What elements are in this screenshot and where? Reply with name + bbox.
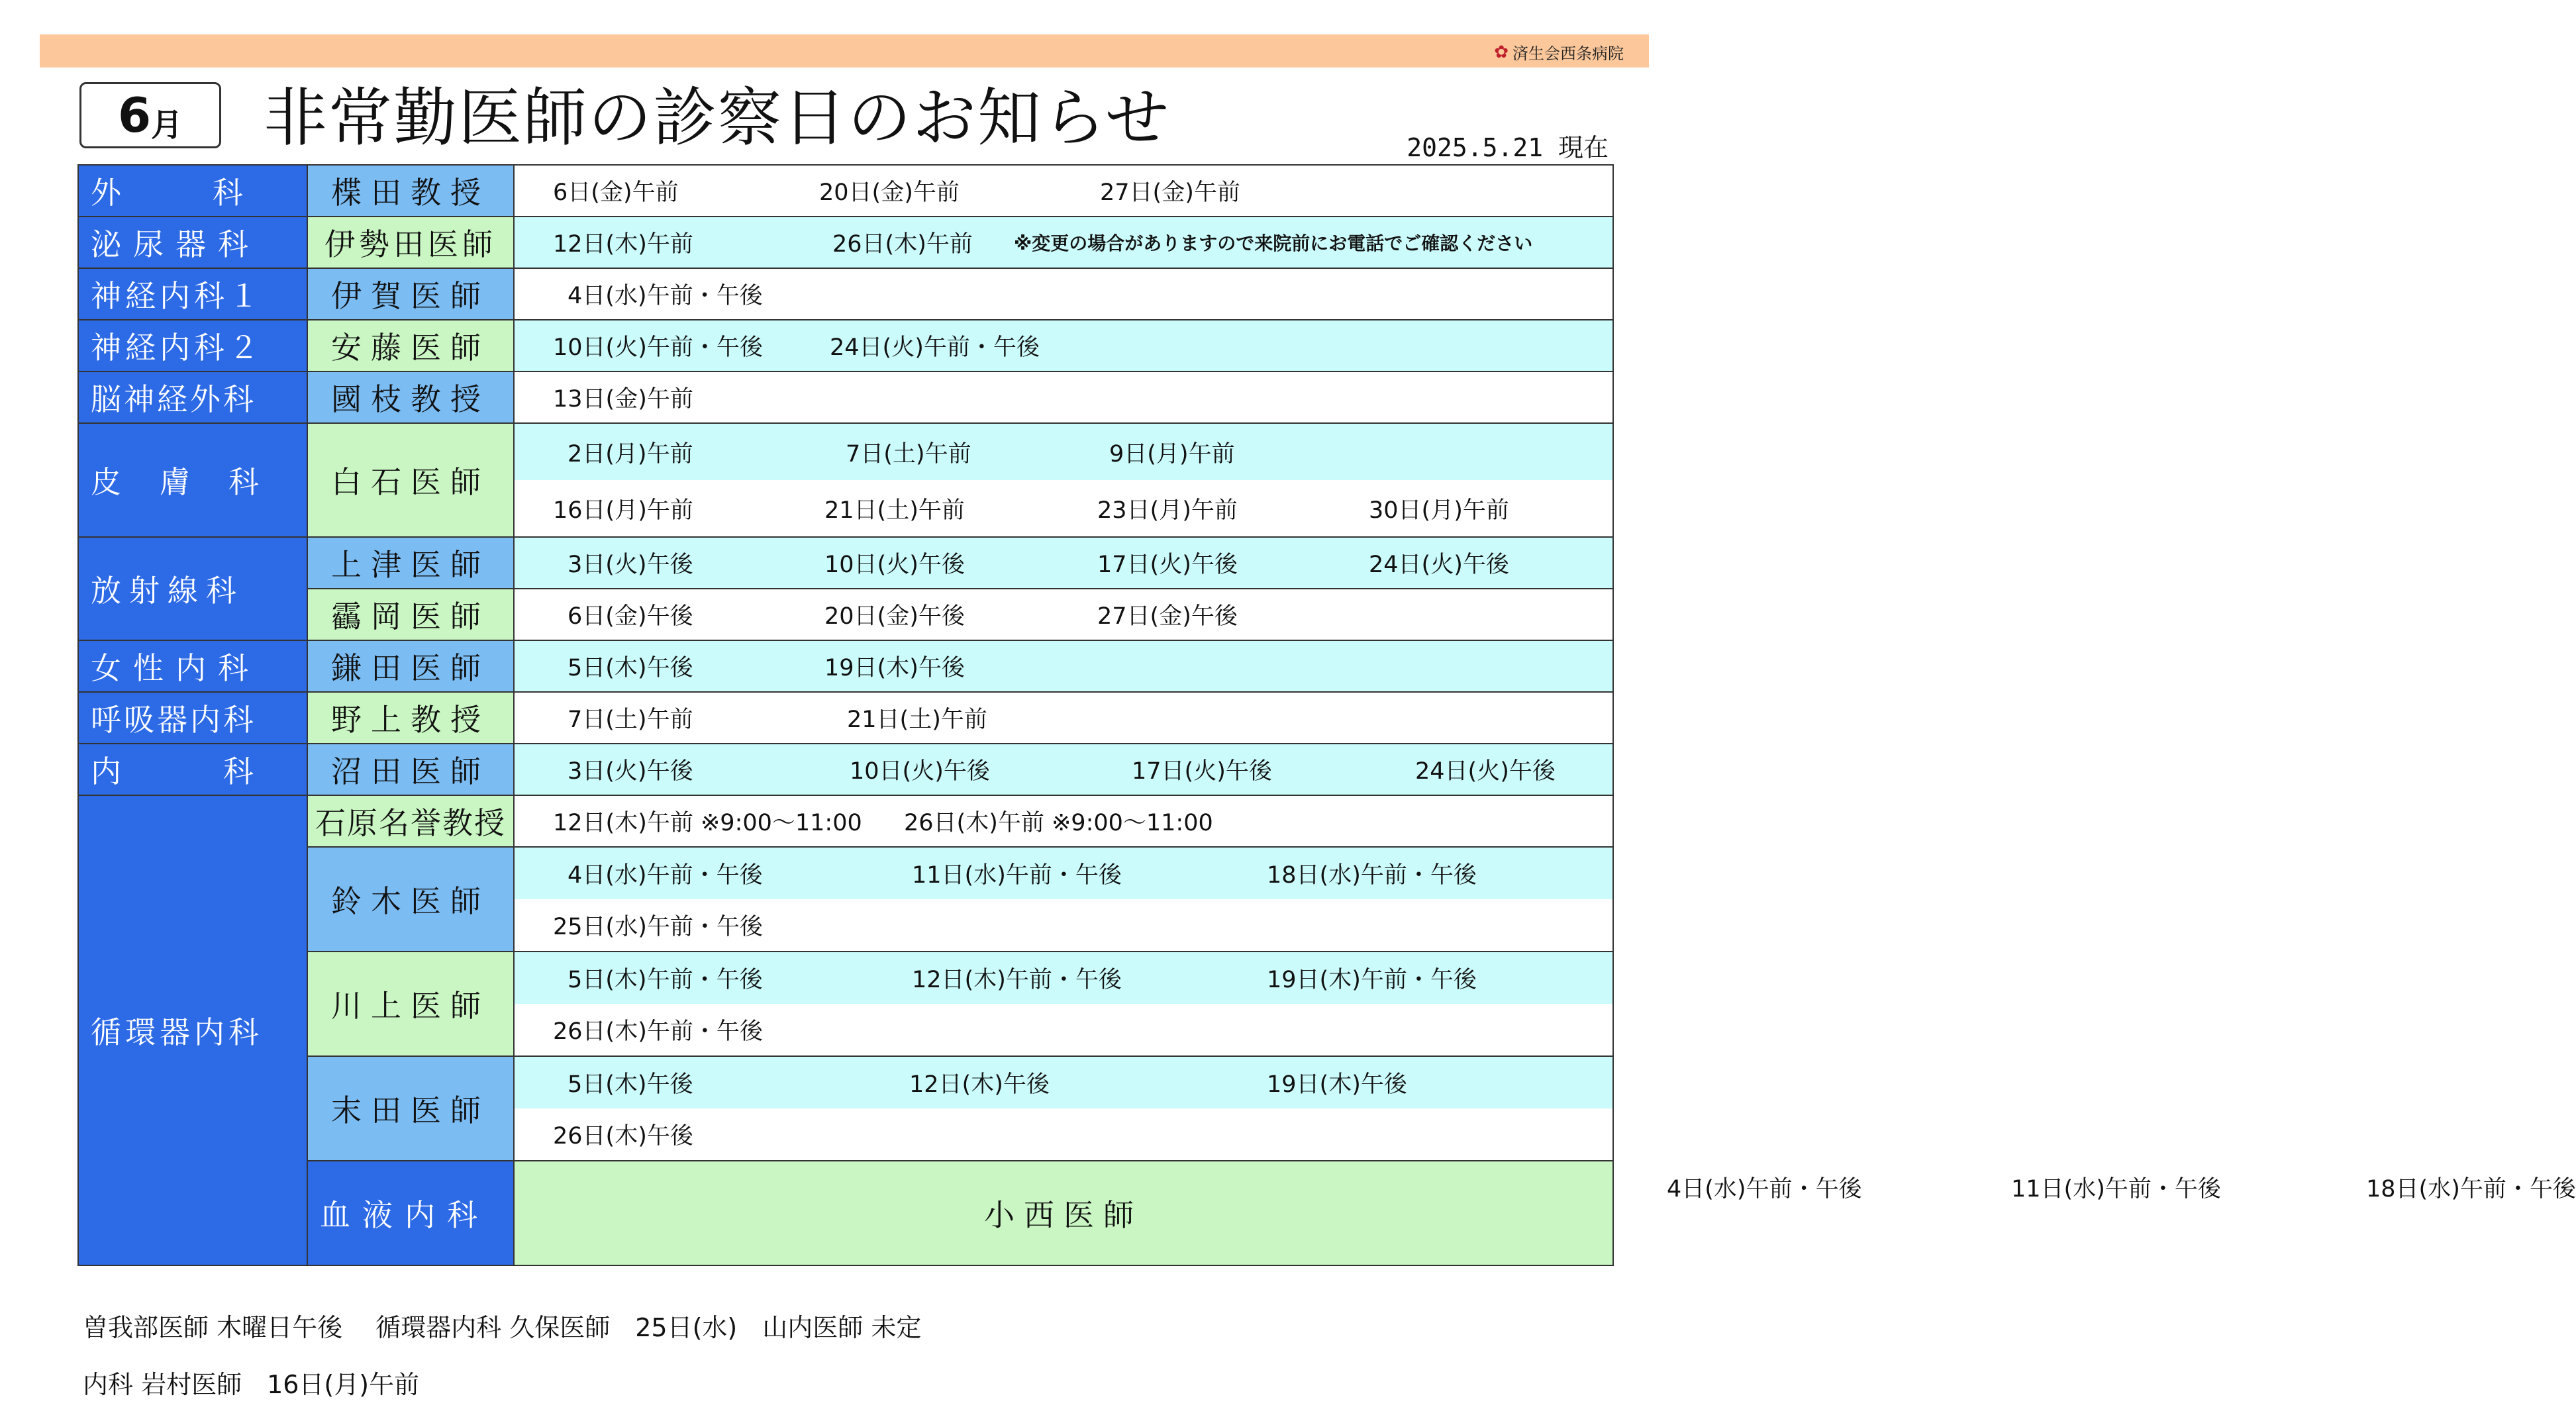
date-entry: 5日(木)午後 bbox=[568, 655, 693, 681]
doctor-cell bbox=[307, 744, 514, 795]
department-name: 循環器内科 bbox=[91, 1014, 263, 1050]
footnote-line: 曽我部医師 木曜日午後 循環器内科 久保医師 25日(水) 山内医師 未定 bbox=[83, 1313, 922, 1342]
table-row bbox=[78, 795, 1613, 847]
month-badge bbox=[79, 82, 221, 148]
table-row bbox=[78, 537, 1613, 589]
date-entry: 25日(水)午前・午後 bbox=[553, 914, 763, 940]
date-entry: 4日(水)午前・午後 bbox=[568, 862, 763, 889]
doctor-name: 靏岡医師 bbox=[331, 599, 490, 634]
date-entry: 7日(土)午前 bbox=[568, 707, 693, 733]
doctor-name: 小西医師 bbox=[984, 1197, 1143, 1233]
date-entry: 10日(火)午前・午後 bbox=[553, 334, 763, 361]
date-entry: 12日(木)午後 bbox=[909, 1071, 1050, 1098]
date-entry: 17日(火)午後 bbox=[1132, 758, 1272, 785]
doctor-cell bbox=[307, 640, 514, 692]
date-entry: 12日(木)午前 bbox=[553, 231, 693, 258]
date-entry: 19日(木)午後 bbox=[1267, 1071, 1407, 1098]
doctor-name: 沼田医師 bbox=[331, 754, 490, 789]
date-entry: 20日(金)午前 bbox=[819, 179, 960, 206]
department-name: 脳神経外科 bbox=[91, 381, 256, 417]
doctor-name: 白石医師 bbox=[331, 464, 490, 500]
department-cell bbox=[78, 423, 307, 537]
table-row bbox=[78, 165, 1613, 217]
top-banner bbox=[40, 34, 1649, 68]
department-name: 内 科 bbox=[91, 754, 256, 789]
date-entry: 19日(木)午前・午後 bbox=[1267, 967, 1477, 993]
date-entry: 11日(水)午前・午後 bbox=[2011, 1176, 2221, 1202]
hospital-name: 済生会西条病院 bbox=[1512, 44, 1624, 63]
date-entry: 17日(火)午後 bbox=[1097, 552, 1238, 578]
table-row bbox=[78, 320, 1613, 371]
date-entry: 3日(火)午後 bbox=[568, 552, 693, 578]
department-name: 血液内科 bbox=[320, 1197, 489, 1233]
date-entry: 16日(月)午前 bbox=[553, 497, 693, 524]
dates-cell bbox=[514, 589, 1613, 640]
month-number: 6 bbox=[117, 87, 152, 143]
date-entry: 27日(金)午前 bbox=[1100, 179, 1240, 206]
dates-cell bbox=[514, 1056, 1613, 1161]
date-entry: 6日(金)午前 bbox=[553, 179, 679, 206]
doctor-cell bbox=[307, 589, 514, 640]
date-entry: 26日(木)午前 ※9:00～11:00 bbox=[904, 810, 1213, 836]
date-entry: 20日(金)午後 bbox=[824, 603, 965, 630]
department-name: 皮 膚 科 bbox=[91, 464, 263, 500]
doctor-cell bbox=[307, 952, 514, 1056]
date-entry: 7日(土)午前 bbox=[846, 440, 971, 467]
department-name: 神経内科２ bbox=[91, 330, 263, 366]
department-cell bbox=[78, 795, 307, 1265]
department-name: 放射線科 bbox=[91, 573, 244, 609]
date-entry: 24日(火)午前・午後 bbox=[830, 334, 1040, 361]
department-cell bbox=[78, 320, 307, 371]
department-name: 呼吸器内科 bbox=[91, 702, 256, 738]
table-row bbox=[78, 268, 1613, 320]
doctor-name: 鎌田医師 bbox=[331, 650, 490, 686]
date-entry: 5日(木)午前・午後 bbox=[568, 967, 763, 993]
table-row bbox=[78, 423, 1613, 537]
date-entry: 18日(水)午前・午後 bbox=[2366, 1176, 2576, 1202]
doctor-name: 國枝教授 bbox=[331, 381, 490, 417]
doctor-cell bbox=[307, 320, 514, 371]
department-name: 神経内科１ bbox=[91, 278, 263, 314]
date-entry: 12日(木)午前 ※9:00～11:00 bbox=[553, 810, 862, 836]
doctor-cell bbox=[307, 217, 514, 268]
date-entry: 24日(火)午後 bbox=[1415, 758, 1556, 785]
doctor-name: 石原名誉教授 bbox=[315, 805, 506, 841]
doctor-cell bbox=[514, 1161, 1613, 1265]
dates-cell bbox=[514, 744, 1613, 795]
doctor-cell bbox=[307, 1056, 514, 1161]
date-entry: 23日(月)午前 bbox=[1097, 497, 1238, 524]
footnote-line: 内科 岩村医師 16日(月)午前 bbox=[83, 1370, 420, 1399]
table-row bbox=[78, 952, 1613, 1056]
department-name: 女性内科 bbox=[91, 650, 260, 686]
dates-cell bbox=[514, 371, 1613, 423]
date-entry: 30日(月)午前 bbox=[1369, 497, 1509, 524]
page-title: 非常勤医師の診察日のお知らせ bbox=[264, 81, 1171, 155]
doctor-name: 上津医師 bbox=[331, 547, 490, 583]
date-entry: 10日(火)午後 bbox=[824, 552, 965, 578]
doctor-name: 楪田教授 bbox=[331, 175, 490, 211]
department-cell bbox=[307, 1161, 514, 1265]
dates-cell bbox=[514, 847, 1613, 952]
table-row bbox=[78, 692, 1613, 744]
date-entry: 12日(木)午前・午後 bbox=[912, 967, 1122, 993]
dates-cell bbox=[514, 268, 1613, 320]
table-row bbox=[78, 744, 1613, 795]
doctor-cell bbox=[307, 165, 514, 217]
doctor-name: 鈴木医師 bbox=[331, 883, 490, 919]
dates-cell bbox=[514, 165, 1613, 217]
table-row bbox=[78, 371, 1613, 423]
department-cell bbox=[78, 640, 307, 692]
month-unit: 月 bbox=[151, 106, 183, 144]
date-entry: 11日(水)午前・午後 bbox=[912, 862, 1122, 889]
date-entry: 4日(水)午前・午後 bbox=[1667, 1176, 1862, 1202]
dates-cell bbox=[514, 320, 1613, 371]
date-entry: 26日(木)午前・午後 bbox=[553, 1018, 763, 1045]
date-entry: 9日(月)午前 bbox=[1109, 440, 1235, 467]
table-row bbox=[78, 847, 1613, 952]
dates-cell bbox=[514, 217, 1613, 268]
doctor-name: 野上教授 bbox=[331, 702, 490, 738]
dates-cell bbox=[514, 423, 1613, 537]
as-of-date: 2025.5.21 現在 bbox=[1407, 133, 1609, 162]
notice-text: ※変更の場合がありますので来院前にお電話でご確認ください bbox=[1014, 232, 1533, 254]
date-entry: 21日(土)午前 bbox=[847, 707, 987, 733]
doctor-name: 伊勢田医師 bbox=[324, 226, 497, 262]
date-entry: 6日(金)午後 bbox=[568, 603, 693, 630]
date-entry: 5日(木)午後 bbox=[568, 1071, 693, 1098]
table-row bbox=[78, 217, 1613, 268]
doctor-cell bbox=[307, 795, 514, 847]
doctor-cell bbox=[307, 371, 514, 423]
schedule-table bbox=[77, 164, 2576, 1266]
table-row bbox=[78, 1056, 1613, 1161]
footnotes bbox=[83, 1307, 921, 1421]
department-name: 泌尿器科 bbox=[91, 226, 260, 262]
department-cell bbox=[78, 537, 307, 640]
date-entry: 26日(木)午前 bbox=[832, 231, 973, 258]
doctor-name: 末田医師 bbox=[331, 1093, 490, 1128]
doctor-cell bbox=[307, 847, 514, 952]
date-entry: 27日(金)午後 bbox=[1097, 603, 1238, 630]
table-row bbox=[78, 1161, 1613, 1265]
department-cell bbox=[78, 268, 307, 320]
date-entry: 3日(火)午後 bbox=[568, 758, 693, 785]
doctor-cell bbox=[307, 692, 514, 744]
department-cell bbox=[78, 217, 307, 268]
department-cell bbox=[78, 692, 307, 744]
table-row bbox=[78, 589, 1613, 640]
department-cell bbox=[78, 165, 307, 217]
table-row bbox=[78, 640, 1613, 692]
dates-cell bbox=[514, 952, 1613, 1056]
dates-cell bbox=[514, 795, 1613, 847]
date-entry: 24日(火)午後 bbox=[1369, 552, 1509, 578]
department-name: 外 科 bbox=[91, 175, 243, 211]
date-entry: 4日(水)午前・午後 bbox=[568, 283, 763, 309]
date-entry: 26日(木)午後 bbox=[553, 1123, 693, 1150]
doctor-cell bbox=[307, 268, 514, 320]
date-entry: 2日(月)午前 bbox=[568, 440, 693, 467]
dates-cell bbox=[514, 692, 1613, 744]
doctor-cell bbox=[307, 537, 514, 589]
date-entry: 21日(土)午前 bbox=[824, 497, 965, 524]
department-cell bbox=[78, 744, 307, 795]
hospital-logo bbox=[1494, 40, 1624, 64]
date-entry: 10日(火)午後 bbox=[850, 758, 990, 785]
date-entry: 18日(水)午前・午後 bbox=[1267, 862, 1477, 889]
doctor-cell bbox=[307, 423, 514, 537]
doctor-name: 伊賀医師 bbox=[331, 278, 490, 314]
department-cell bbox=[78, 371, 307, 423]
doctor-name: 安藤医師 bbox=[331, 330, 490, 366]
dates-cell bbox=[514, 537, 1613, 589]
date-entry: 19日(木)午後 bbox=[824, 655, 965, 681]
dates-cell bbox=[514, 640, 1613, 692]
date-entry: 13日(金)午前 bbox=[553, 386, 693, 413]
doctor-name: 川上医師 bbox=[331, 988, 490, 1024]
flower-logo-icon: ✿ bbox=[1494, 42, 1509, 62]
